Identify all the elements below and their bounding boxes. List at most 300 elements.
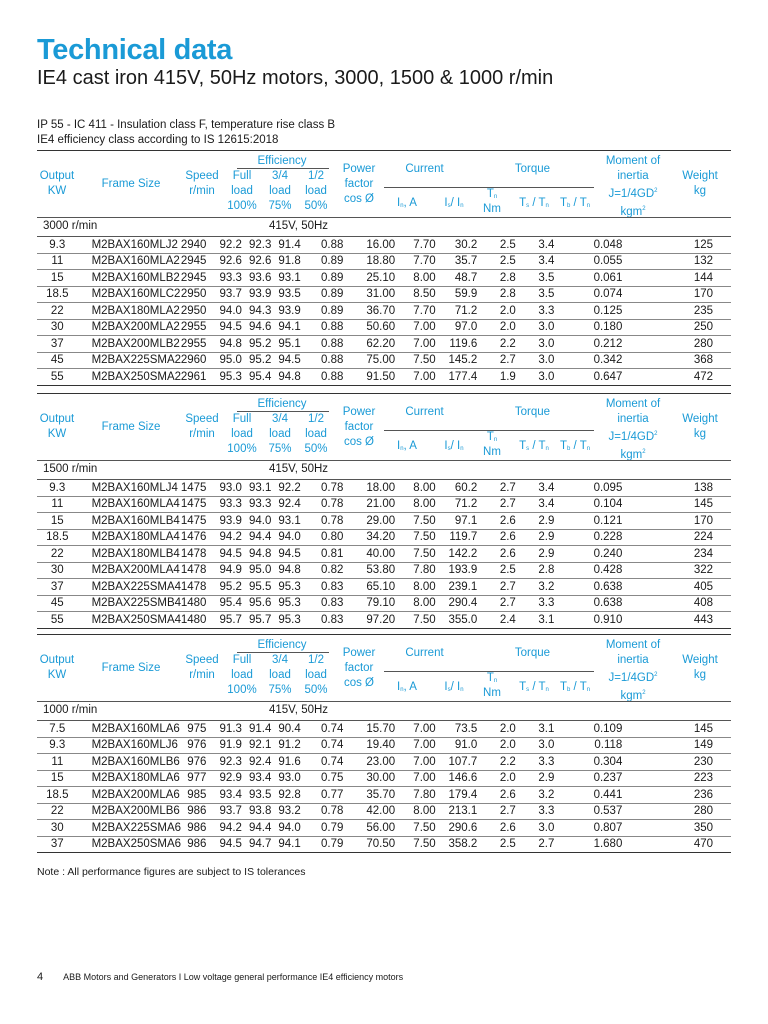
motor-data-table	[37, 480, 731, 629]
cell-eff-3-4: 92.4	[242, 754, 271, 771]
cell-eff-1-2: 91.6	[271, 754, 300, 771]
cell-weight: 132	[622, 253, 731, 270]
cell-weight: 138	[622, 480, 731, 496]
cell-eff-full: 91.9	[206, 737, 242, 754]
cell-torque-tn: 119.6	[436, 336, 478, 353]
table-row	[37, 336, 731, 353]
cell-torque-tb-tn: 3.0	[516, 336, 555, 353]
cell-torque-ts-tn: 2.6	[477, 529, 516, 546]
table-row	[37, 529, 731, 546]
cell-current-is-in: 7.50	[395, 836, 436, 853]
cell-output-kw: 22	[37, 303, 78, 320]
cell-torque-tb-tn: 2.9	[516, 513, 555, 530]
cell-eff-full: 92.3	[206, 754, 242, 771]
col-eff-1-2: 1/2 load 50%	[304, 654, 328, 696]
cell-frame-size: M2BAX160MLJ2	[78, 237, 169, 253]
footer-text: ABB Motors and Generators I Low voltage general performance IE4 efficiency motors	[63, 972, 404, 982]
cell-speed: 2960	[169, 352, 207, 369]
cell-torque-tn: 179.4	[436, 787, 478, 804]
cell-eff-full: 93.7	[206, 803, 242, 820]
table-row	[37, 303, 731, 320]
cell-current-in: 97.20	[343, 612, 395, 629]
cell-power-factor: 0.81	[301, 546, 344, 563]
col-inertia: Moment of inertia $J=1/4GD^2$ kgm$^2$	[605, 398, 661, 461]
cell-power-factor: 0.78	[301, 803, 344, 820]
col-eff-1-2: 1/2 load 50%	[304, 413, 328, 455]
cell-torque-ts-tn: 2.8	[477, 286, 516, 303]
speed-group-row	[37, 460, 731, 480]
cell-power-factor: 0.89	[301, 303, 344, 320]
cell-power-factor: 0.88	[301, 319, 344, 336]
cell-frame-size: M2BAX180MLA2	[78, 303, 169, 320]
col-torque-ts-tn: $T_s / T_n$	[519, 440, 549, 452]
cell-inertia: 0.807	[554, 820, 622, 837]
cell-weight: 145	[622, 721, 731, 737]
cell-torque-ts-tn: 2.7	[477, 352, 516, 369]
cell-speed: 2940	[169, 237, 207, 253]
cell-power-factor: 0.89	[301, 286, 344, 303]
cell-eff-3-4: 95.2	[242, 352, 271, 369]
cell-torque-ts-tn: 2.7	[477, 595, 516, 612]
cell-weight: 250	[622, 319, 731, 336]
cell-output-kw: 45	[37, 352, 78, 369]
cell-torque-ts-tn: 2.5	[477, 562, 516, 579]
cell-power-factor: 0.89	[301, 253, 344, 270]
cell-eff-3-4: 94.6	[242, 319, 271, 336]
cell-output-kw: 45	[37, 595, 78, 612]
col-current: Current	[405, 163, 444, 175]
cell-inertia: 0.910	[554, 612, 622, 629]
cell-output-kw: 37	[37, 836, 78, 853]
cell-current-in: 70.50	[343, 836, 395, 853]
cell-current-in: 65.10	[343, 579, 395, 596]
page-footer	[37, 971, 403, 983]
cell-eff-1-2: 91.4	[271, 237, 300, 253]
cell-power-factor: 0.77	[301, 787, 344, 804]
cell-current-is-in: 7.70	[395, 253, 436, 270]
table-row	[37, 286, 731, 303]
speed-group-label: 1500 r/min	[43, 463, 98, 475]
table-header	[37, 150, 731, 217]
cell-torque-ts-tn: 2.5	[477, 253, 516, 270]
cell-torque-tn: 107.7	[436, 754, 478, 771]
cell-eff-1-2: 94.0	[271, 529, 300, 546]
cell-eff-full: 94.5	[206, 546, 242, 563]
cell-speed: 986	[169, 836, 207, 853]
col-eff-3-4: 3/4 load 75%	[268, 654, 292, 696]
cell-output-kw: 22	[37, 546, 78, 563]
current-divider	[384, 187, 479, 188]
cell-speed: 977	[169, 770, 207, 787]
cell-eff-full: 94.5	[206, 319, 242, 336]
cell-torque-tn: 73.5	[436, 721, 478, 737]
cell-eff-full: 94.5	[206, 836, 242, 853]
cell-eff-full: 94.9	[206, 562, 242, 579]
cell-speed: 2950	[169, 286, 207, 303]
col-current-in: $I_n$, A	[397, 197, 417, 209]
cell-current-in: 56.00	[343, 820, 395, 837]
cell-torque-tn: 358.2	[436, 836, 478, 853]
cell-weight: 472	[622, 369, 731, 386]
cell-current-is-in: 7.50	[395, 513, 436, 530]
col-power-factor: Power factor cos Ø	[342, 406, 376, 448]
cell-eff-full: 95.7	[206, 612, 242, 629]
cell-inertia: 0.212	[554, 336, 622, 353]
col-eff-full: Full load 100%	[227, 170, 257, 212]
cell-frame-size: M2BAX160MLB6	[78, 754, 169, 771]
cell-frame-size: M2BAX225SMA2	[78, 352, 169, 369]
cell-speed: 2950	[169, 303, 207, 320]
cell-frame-size: M2BAX160MLB2	[78, 270, 169, 287]
cell-eff-1-2: 92.2	[271, 480, 300, 496]
cell-inertia: 0.240	[554, 546, 622, 563]
cell-eff-1-2: 93.9	[271, 303, 300, 320]
cell-output-kw: 30	[37, 820, 78, 837]
col-torque-ts-tn: $T_s / T_n$	[519, 681, 549, 693]
cell-current-is-in: 7.00	[395, 319, 436, 336]
cell-eff-3-4: 95.7	[242, 612, 271, 629]
cell-eff-full: 92.6	[206, 253, 242, 270]
cell-torque-ts-tn: 2.2	[477, 754, 516, 771]
cell-eff-3-4: 92.6	[242, 253, 271, 270]
page-title: Technical data	[37, 34, 233, 66]
cell-inertia: 0.180	[554, 319, 622, 336]
cell-inertia: 0.537	[554, 803, 622, 820]
table-header	[37, 393, 731, 460]
cell-torque-tn: 97.1	[436, 513, 478, 530]
section-1000rmin	[37, 634, 731, 853]
cell-current-is-in: 7.00	[395, 721, 436, 737]
cell-torque-ts-tn: 2.6	[477, 787, 516, 804]
cell-eff-3-4: 94.3	[242, 303, 271, 320]
cell-current-in: 29.00	[343, 513, 395, 530]
table-row	[37, 352, 731, 369]
table-row	[37, 579, 731, 596]
col-speed: Speed r/min	[185, 654, 219, 681]
cell-power-factor: 0.78	[301, 480, 344, 496]
cell-weight: 405	[622, 579, 731, 596]
cell-frame-size: M2BAX160MLJ4	[78, 480, 169, 496]
cell-eff-1-2: 93.1	[271, 270, 300, 287]
cell-current-is-in: 8.00	[395, 595, 436, 612]
cell-torque-tb-tn: 3.0	[516, 737, 555, 754]
cell-inertia: 0.104	[554, 496, 622, 513]
col-efficiency: Efficiency	[257, 639, 307, 651]
cell-output-kw: 55	[37, 612, 78, 629]
cell-output-kw: 9.3	[37, 480, 78, 496]
cell-output-kw: 18.5	[37, 787, 78, 804]
cell-torque-tb-tn: 2.7	[516, 836, 555, 853]
cell-eff-1-2: 93.5	[271, 286, 300, 303]
cell-torque-tn: 71.2	[436, 496, 478, 513]
cell-current-in: 50.60	[343, 319, 395, 336]
col-current-in: $I_n$, A	[397, 440, 417, 452]
cell-output-kw: 30	[37, 562, 78, 579]
cell-current-in: 31.00	[343, 286, 395, 303]
cell-torque-tb-tn: 2.9	[516, 770, 555, 787]
cell-torque-ts-tn: 2.7	[477, 579, 516, 596]
cell-power-factor: 0.74	[301, 737, 344, 754]
cell-torque-ts-tn: 2.0	[477, 770, 516, 787]
cell-output-kw: 37	[37, 579, 78, 596]
cell-eff-full: 94.0	[206, 303, 242, 320]
cell-eff-full: 91.3	[206, 721, 242, 737]
cell-frame-size: M2BAX225SMA6	[78, 820, 169, 837]
cell-torque-ts-tn: 2.8	[477, 270, 516, 287]
cell-current-is-in: 7.70	[395, 303, 436, 320]
col-current: Current	[405, 406, 444, 418]
cell-weight: 443	[622, 612, 731, 629]
cell-eff-1-2: 94.1	[271, 836, 300, 853]
cell-current-is-in: 7.00	[395, 754, 436, 771]
cell-torque-tn: 177.4	[436, 369, 478, 386]
cell-current-is-in: 7.50	[395, 529, 436, 546]
cell-eff-1-2: 95.3	[271, 579, 300, 596]
motor-data-table	[37, 237, 731, 386]
col-speed: Speed r/min	[185, 170, 219, 197]
cell-torque-tb-tn: 3.3	[516, 303, 555, 320]
cell-inertia: 0.121	[554, 513, 622, 530]
cell-torque-tn: 48.7	[436, 270, 478, 287]
cell-weight: 470	[622, 836, 731, 853]
cell-inertia: 0.647	[554, 369, 622, 386]
table-row	[37, 253, 731, 270]
cell-frame-size: M2BAX160MLB4	[78, 513, 169, 530]
cell-torque-ts-tn: 2.6	[477, 820, 516, 837]
cell-inertia: 0.125	[554, 303, 622, 320]
col-torque-tb-tn: $T_b / T_n$	[559, 197, 591, 209]
cell-current-is-in: 7.00	[395, 737, 436, 754]
cell-current-in: 79.10	[343, 595, 395, 612]
col-efficiency: Efficiency	[257, 155, 307, 167]
cell-eff-3-4: 92.1	[242, 737, 271, 754]
cell-torque-tn: 71.2	[436, 303, 478, 320]
cell-current-in: 25.10	[343, 270, 395, 287]
col-power-factor: Power factor cos Ø	[342, 163, 376, 205]
cell-power-factor: 0.74	[301, 754, 344, 771]
cell-eff-1-2: 93.1	[271, 513, 300, 530]
cell-torque-ts-tn: 2.5	[477, 836, 516, 853]
col-current-in: $I_n$, A	[397, 681, 417, 693]
cell-eff-3-4: 93.8	[242, 803, 271, 820]
table-row	[37, 787, 731, 804]
cell-output-kw: 9.3	[37, 237, 78, 253]
cell-frame-size: M2BAX200MLB2	[78, 336, 169, 353]
cell-frame-size: M2BAX200MLB6	[78, 803, 169, 820]
cell-current-is-in: 8.00	[395, 579, 436, 596]
cell-weight: 125	[622, 237, 731, 253]
cell-frame-size: M2BAX250SMA2	[78, 369, 169, 386]
cell-eff-3-4: 91.4	[242, 721, 271, 737]
cell-eff-1-2: 94.5	[271, 546, 300, 563]
cell-inertia: 0.055	[554, 253, 622, 270]
cell-output-kw: 7.5	[37, 721, 78, 737]
cell-eff-1-2: 91.8	[271, 253, 300, 270]
cell-eff-1-2: 94.8	[271, 562, 300, 579]
col-inertia: Moment of inertia $J=1/4GD^2$ kgm$^2$	[605, 155, 661, 218]
table-row	[37, 754, 731, 771]
cell-current-is-in: 7.00	[395, 336, 436, 353]
cell-torque-tb-tn: 3.2	[516, 787, 555, 804]
cell-torque-tn: 119.7	[436, 529, 478, 546]
table-row	[37, 770, 731, 787]
cell-torque-tn: 145.2	[436, 352, 478, 369]
speed-group-label: 1000 r/min	[43, 704, 98, 716]
spec-line-efficiency-class: IE4 efficiency class according to IS 12615:2018	[37, 134, 279, 146]
cell-output-kw: 18.5	[37, 529, 78, 546]
cell-output-kw: 55	[37, 369, 78, 386]
cell-current-in: 30.00	[343, 770, 395, 787]
cell-weight: 145	[622, 496, 731, 513]
cell-torque-tb-tn: 3.3	[516, 754, 555, 771]
speed-group-label: 3000 r/min	[43, 220, 98, 232]
table-row	[37, 737, 731, 754]
cell-torque-tb-tn: 3.0	[516, 369, 555, 386]
cell-current-in: 40.00	[343, 546, 395, 563]
cell-eff-3-4: 93.1	[242, 480, 271, 496]
cell-power-factor: 0.88	[301, 336, 344, 353]
cell-torque-ts-tn: 1.9	[477, 369, 516, 386]
cell-inertia: 0.304	[554, 754, 622, 771]
cell-current-in: 19.40	[343, 737, 395, 754]
cell-current-is-in: 7.50	[395, 820, 436, 837]
cell-power-factor: 0.83	[301, 595, 344, 612]
cell-torque-tn: 60.2	[436, 480, 478, 496]
cell-torque-tn: 146.6	[436, 770, 478, 787]
table-row	[37, 319, 731, 336]
cell-torque-ts-tn: 2.0	[477, 737, 516, 754]
cell-eff-full: 93.3	[206, 496, 242, 513]
cell-eff-3-4: 93.6	[242, 270, 271, 287]
col-eff-1-2: 1/2 load 50%	[304, 170, 328, 212]
cell-frame-size: M2BAX250SMA6	[78, 836, 169, 853]
cell-power-factor: 0.82	[301, 562, 344, 579]
cell-power-factor: 0.78	[301, 496, 344, 513]
cell-eff-3-4: 93.9	[242, 286, 271, 303]
cell-current-in: 16.00	[343, 237, 395, 253]
col-weight: Weight kg	[682, 654, 718, 681]
cell-torque-tb-tn: 2.8	[516, 562, 555, 579]
col-torque-tn: $T_n$ Nm	[483, 672, 501, 699]
section-3000rmin	[37, 150, 731, 386]
cell-current-in: 42.00	[343, 803, 395, 820]
cell-speed: 975	[169, 721, 207, 737]
col-torque-tn: $T_n$ Nm	[483, 431, 501, 458]
cell-eff-1-2: 90.4	[271, 721, 300, 737]
cell-torque-tb-tn: 3.0	[516, 820, 555, 837]
cell-output-kw: 11	[37, 253, 78, 270]
cell-torque-ts-tn: 2.7	[477, 496, 516, 513]
col-torque: Torque	[514, 163, 551, 175]
cell-weight: 224	[622, 529, 731, 546]
cell-frame-size: M2BAX180MLA6	[78, 770, 169, 787]
cell-power-factor: 0.78	[301, 513, 344, 530]
col-eff-full: Full load 100%	[227, 654, 257, 696]
cell-eff-3-4: 94.0	[242, 513, 271, 530]
cell-frame-size: M2BAX200MLA4	[78, 562, 169, 579]
cell-torque-tn: 290.4	[436, 595, 478, 612]
cell-current-in: 75.00	[343, 352, 395, 369]
cell-current-is-in: 7.50	[395, 612, 436, 629]
cell-speed: 2955	[169, 319, 207, 336]
cell-weight: 223	[622, 770, 731, 787]
cell-inertia: 0.342	[554, 352, 622, 369]
cell-eff-full: 94.8	[206, 336, 242, 353]
cell-speed: 1475	[169, 496, 207, 513]
cell-weight: 144	[622, 270, 731, 287]
cell-weight: 230	[622, 754, 731, 771]
cell-speed: 976	[169, 754, 207, 771]
cell-weight: 322	[622, 562, 731, 579]
cell-eff-full: 93.9	[206, 513, 242, 530]
cell-weight: 149	[622, 737, 731, 754]
table-row	[37, 369, 731, 386]
cell-eff-3-4: 95.0	[242, 562, 271, 579]
cell-power-factor: 0.88	[301, 369, 344, 386]
speed-group-row	[37, 217, 731, 237]
cell-current-is-in: 7.80	[395, 787, 436, 804]
cell-torque-tb-tn: 3.4	[516, 496, 555, 513]
cell-power-factor: 0.89	[301, 270, 344, 287]
col-torque-tn: $T_n$ Nm	[483, 188, 501, 215]
cell-torque-tb-tn: 3.5	[516, 286, 555, 303]
cell-frame-size: M2BAX200MLA6	[78, 787, 169, 804]
cell-speed: 1478	[169, 579, 207, 596]
cell-eff-1-2: 95.3	[271, 612, 300, 629]
cell-eff-1-2: 93.0	[271, 770, 300, 787]
cell-torque-tb-tn: 3.5	[516, 270, 555, 287]
table-row	[37, 270, 731, 287]
cell-speed: 1476	[169, 529, 207, 546]
cell-current-in: 35.70	[343, 787, 395, 804]
cell-current-is-in: 7.70	[395, 237, 436, 253]
cell-frame-size: M2BAX160MLA4	[78, 496, 169, 513]
cell-inertia: 0.638	[554, 579, 622, 596]
table-row	[37, 237, 731, 253]
cell-speed: 1475	[169, 480, 207, 496]
table-row	[37, 820, 731, 837]
cell-speed: 985	[169, 787, 207, 804]
cell-torque-tb-tn: 3.1	[516, 721, 555, 737]
cell-speed: 1480	[169, 595, 207, 612]
cell-torque-tb-tn: 3.4	[516, 237, 555, 253]
current-divider	[384, 430, 479, 431]
cell-torque-tb-tn: 3.3	[516, 595, 555, 612]
cell-output-kw: 37	[37, 336, 78, 353]
cell-current-in: 62.20	[343, 336, 395, 353]
cell-eff-1-2: 94.1	[271, 319, 300, 336]
cell-inertia: 0.118	[554, 737, 622, 754]
col-frame-size: Frame Size	[101, 421, 161, 433]
cell-eff-full: 93.7	[206, 286, 242, 303]
motor-data-table	[37, 721, 731, 853]
cell-eff-3-4: 93.3	[242, 496, 271, 513]
col-frame-size: Frame Size	[101, 178, 161, 190]
col-torque-tb-tn: $T_b / T_n$	[559, 440, 591, 452]
cell-eff-3-4: 94.4	[242, 529, 271, 546]
cell-weight: 350	[622, 820, 731, 837]
cell-speed: 1478	[169, 562, 207, 579]
col-output: Output KW	[39, 654, 75, 681]
cell-frame-size: M2BAX160MLJ6	[78, 737, 169, 754]
cell-current-is-in: 8.50	[395, 286, 436, 303]
cell-weight: 236	[622, 787, 731, 804]
col-frame-size: Frame Size	[101, 662, 161, 674]
table-row	[37, 595, 731, 612]
cell-inertia: 0.074	[554, 286, 622, 303]
table-row	[37, 836, 731, 853]
col-torque: Torque	[514, 406, 551, 418]
